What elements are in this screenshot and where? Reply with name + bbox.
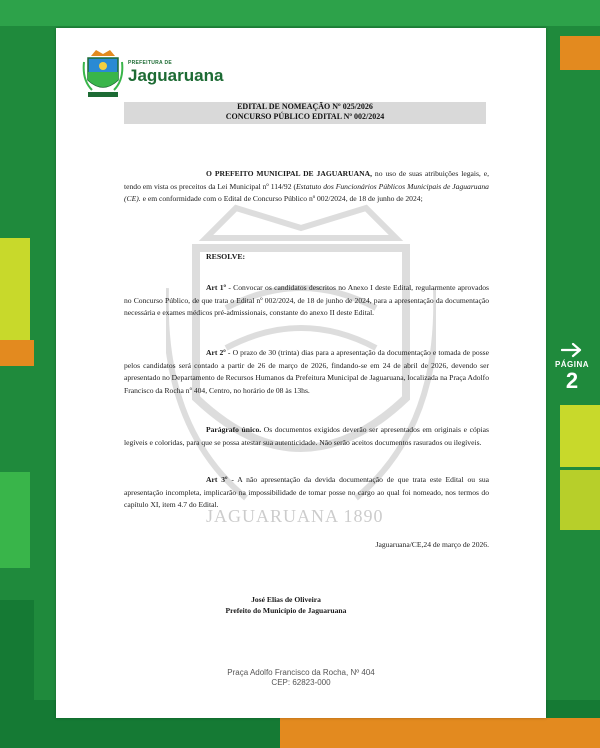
signature-block <box>206 594 366 616</box>
watermark-text: JAGUARUANA 1890 <box>206 506 384 526</box>
background-shape-right-orange <box>560 36 600 70</box>
background-shape-left-orange <box>0 340 34 366</box>
background-shape-right-lime <box>560 405 600 467</box>
paragrafo-label: Parágrafo único. <box>206 425 262 434</box>
article-1 <box>124 282 489 320</box>
background-band-top <box>0 0 600 26</box>
article-3 <box>124 474 489 512</box>
article-2 <box>124 347 489 397</box>
logo-prefix-text: PREFEITURA DE <box>128 60 172 66</box>
resolve-heading: RESOLVE: <box>206 252 246 261</box>
article-2-text: - O prazo de 30 (trinta) dias para a apresentação da documentação e tomada de posse pelos candidatos será contado a partir de 26 de março de 2026, findando-se em 24 de abril de 2026, devendo ser apresentado no Departamento de Recursos Humanos da Prefeitura Municipal de Jaguaruana, localizada na Praça Adolfo Francisco da Rocha nº 404, Centro, no horário de 08 às 13hs. <box>124 348 489 395</box>
background-accent-bottom <box>280 718 600 748</box>
prefeitura-logo <box>76 44 226 106</box>
intro-text-2: e em conformidade com o Edital de Concurso Público nº 002/2024, de 18 de junho de 2024; <box>140 194 423 204</box>
signer-role: Prefeito do Município de Jaguaruana <box>225 606 347 615</box>
page-number: 2 <box>565 368 579 393</box>
date-line: Jaguaruana/CE,24 de março de 2026. <box>375 540 489 549</box>
coat-of-arms-icon <box>82 46 124 100</box>
intro-text-1: no uso de suas atribuições legais, e, tendo em vista os preceitos da Lei Municipal nº 114/92 ( <box>124 169 490 191</box>
footer-street: Praça Adolfo Francisco da Rocha, Nº 404 <box>227 668 375 677</box>
document-page <box>56 28 546 718</box>
paragrafo-unico <box>124 424 489 449</box>
logo-name-text: Jaguaruana <box>128 66 224 85</box>
intro-lead: O PREFEITO MUNICIPAL DE JAGUARUANA, <box>206 169 373 178</box>
footer-address <box>206 668 396 688</box>
title-line-2: CONCURSO PÚBLICO EDITAL Nº 002/2024 <box>225 112 385 121</box>
paragrafo-text: Os documentos exigidos deverão ser apresentados em originais e cópias legíveis e coloridas, para que se possa atestar sua autenticidade. Não serão aceitos documentos rasurados ou ilegíveis. <box>124 425 489 447</box>
article-1-label: Art 1º <box>206 283 227 292</box>
article-2-label: Art 2º <box>206 348 226 357</box>
article-3-label: Art 3º <box>206 475 228 484</box>
footer-cep: CEP: 62823-000 <box>271 678 331 687</box>
intro-paragraph <box>124 168 489 206</box>
page-indicator <box>548 342 596 393</box>
background-shape-left-lime <box>0 238 30 340</box>
background-shape-right-lime-2 <box>560 470 600 530</box>
arrow-right-icon <box>561 342 583 358</box>
signer-name: José Elias de Oliveira <box>251 595 321 604</box>
title-line-1: EDITAL DE NOMEAÇÃO Nº 025/2026 <box>237 102 373 111</box>
document-title <box>124 102 486 124</box>
page-label: PÁGINA <box>554 360 590 369</box>
background-shape-left-green <box>0 472 30 568</box>
article-3-text: - A não apresentação da devida documentação de que trata este Edital ou sua apresentação incompleta, implicarão na impossibilidade de tomar posse no cargo ao qual foi nomeado, nos termos do capítulo XI, item 4.7 do Edital. <box>124 475 489 510</box>
article-1-text: - Convocar os candidatos descritos no Anexo I deste Edital, regularmente aprovados no Concurso Público, de que trata o Edital nº 002/2024, de 18 de junho de 2024, para a apresentação da documentação necessária e exames médicos pré-admissionais, constante do anexo II deste Edital. <box>124 283 489 318</box>
intro-italic: Estatuto dos Funcionários Públicos Municipais de Jaguaruana (CE). <box>124 181 489 204</box>
